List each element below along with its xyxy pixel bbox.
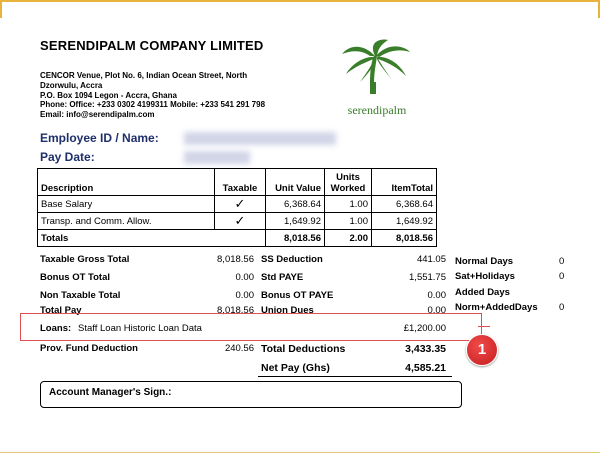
std-paye-value: 1,551.75 [409,272,446,283]
union-dues-label: Union Dues [261,305,314,316]
taxable-gross-label: Taxable Gross Total [40,254,130,265]
std-paye-label: Std PAYE [261,272,304,283]
address-line: Dzorwulu, Accra [40,80,103,90]
address-line: P.O. Box 1094 Legon - Accra, Ghana [40,90,177,100]
total-pay-label: Total Pay [40,305,82,316]
norm-added-days-label: Norm+AddedDays [455,302,538,313]
taxable-check-icon: ✓ [215,213,266,230]
address-line: Email: info@serendipalm.com [40,110,155,120]
prov-fund-value: 240.56 [224,343,254,354]
employee-id-redacted [184,132,336,145]
added-days-label: Added Days [455,287,510,298]
signature-box [40,381,462,408]
cell-units: 1.00 [325,196,372,213]
earnings-table [37,168,437,247]
bonus-ot-total-label: Bonus OT Total [40,272,111,283]
window-left-border [0,0,2,18]
norm-added-days-value: 0 [559,302,565,313]
union-dues-value: 0.00 [427,305,446,316]
company-name: SERENDIPALM COMPANY LIMITED [40,38,264,53]
column-header: ItemTotal [372,169,437,196]
non-taxable-label: Non Taxable Total [40,290,121,301]
loans-label: Loans: [40,323,72,334]
cell-description: Base Salary [38,196,215,213]
employee-id-label: Employee ID / Name: [40,131,159,145]
normal-days-value: 0 [559,256,565,267]
palm-tree-icon [334,38,420,120]
window-top-border [0,0,600,2]
column-header: Units Worked [325,169,372,196]
totals-units: 2.00 [325,230,372,247]
signature-label: Account Manager's Sign.: [49,387,172,398]
pay-date-redacted [184,151,250,164]
sat-holidays-value: 0 [559,271,565,282]
pay-date-label: Pay Date: [40,150,95,164]
cell-units: 1.00 [325,213,372,230]
totals-label: Totals [38,230,215,247]
total-deductions-label: Total Deductions [261,343,346,355]
totals-item-total: 8,018.56 [372,230,437,247]
non-taxable-value: 0.00 [235,290,254,301]
table-header-row [38,169,437,196]
column-header: Taxable [215,169,266,196]
totals-unit-value: 8,018.56 [266,230,325,247]
table-row [38,196,437,213]
net-pay-value: 4,585.21 [405,362,446,374]
logo-text: serendipalm [347,103,407,117]
highlight-connector [478,326,490,327]
company-logo [334,38,420,120]
total-deductions-value: 3,433.35 [405,343,446,355]
annotation-marker: 1 [466,334,498,366]
loans-amount: £1,200.00 [403,323,446,334]
sat-holidays-label: Sat+Holidays [455,271,515,282]
bonus-ot-paye-value: 0.00 [427,290,446,301]
ss-deduction-label: SS Deduction [261,254,323,265]
totals-blank [215,230,266,247]
address-line: Phone: Office: +233 0302 4199311 Mobile: +233 541 291 798 [40,100,266,110]
column-header: Unit Value [266,169,325,196]
cell-total: 1,649.92 [372,213,437,230]
cell-unit-value: 1,649.92 [266,213,325,230]
ss-deduction-value: 441.05 [416,254,446,265]
table-row [38,213,437,230]
bonus-ot-total-value: 0.00 [235,272,254,283]
taxable-gross-value: 8,018.56 [217,254,254,265]
company-address [40,71,265,120]
address-line: CENCOR Venue, Plot No. 6, Indian Ocean Street, North [40,71,248,80]
cell-total: 6,368.64 [372,196,437,213]
bonus-ot-paye-label: Bonus OT PAYE [261,290,334,301]
normal-days-label: Normal Days [455,256,514,267]
total-pay-value: 8,018.56 [217,305,254,316]
cell-description: Transp. and Comm. Allow. [38,213,215,230]
net-pay-underline [258,376,452,377]
loans-description: Staff Loan Historic Loan Data [78,323,202,334]
column-header: Description [38,169,215,196]
window-bottom-border [0,452,600,453]
taxable-check-icon: ✓ [215,196,266,213]
cell-unit-value: 6,368.64 [266,196,325,213]
prov-fund-label: Prov. Fund Deduction [40,343,138,354]
totals-row [38,230,437,247]
net-pay-label: Net Pay (Ghs) [261,362,330,374]
